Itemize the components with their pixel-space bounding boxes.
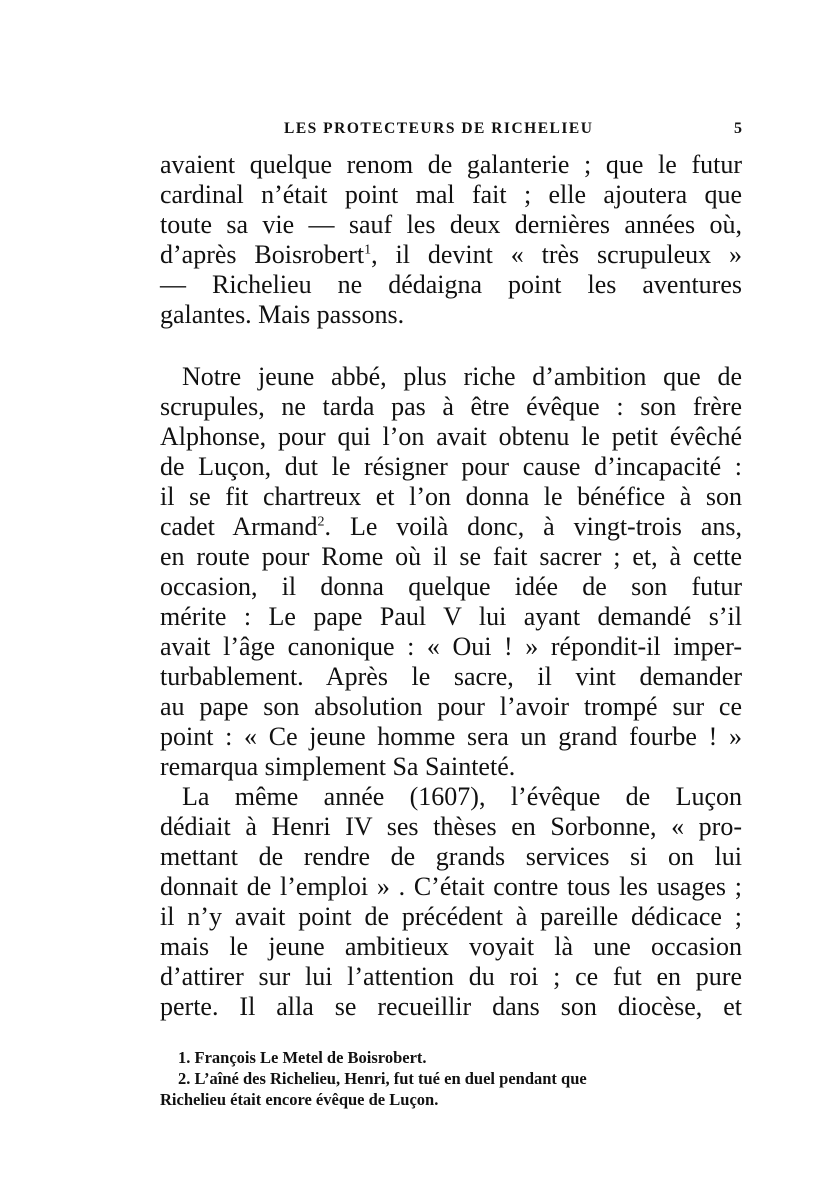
text-line: avaient quelque renom de galanterie ; que le futur bbox=[160, 150, 742, 179]
text-line: turbablement. Après le sacre, il vint demander bbox=[160, 662, 742, 691]
footnote-ref-2: 2 bbox=[317, 514, 325, 530]
footnote-number: 2. bbox=[178, 1069, 191, 1088]
footnote-1 bbox=[160, 1047, 742, 1068]
text-line: mais le jeune ambitieux voyait là une occasion bbox=[160, 932, 742, 961]
text-line: donnait de l’emploi » . C’était contre tous les usages ; bbox=[160, 872, 742, 901]
text-line: en route pour Rome où il se fait sacrer ; et, à cette bbox=[160, 542, 742, 571]
text-line: galantes. Mais passons. bbox=[160, 300, 405, 329]
text-line: perte. Il alla se recueillir dans son diocèse, et bbox=[160, 992, 742, 1021]
text-line: occasion, il donna quelque idée de son futur bbox=[160, 572, 742, 601]
running-header bbox=[160, 120, 742, 142]
text-line: avait l’âge canonique : « Oui ! » répondit-il imper- bbox=[160, 632, 742, 661]
text-line: au pape son absolution pour l’avoir trompé sur ce bbox=[160, 692, 742, 721]
text-line: Alphonse, pour qui l’on avait obtenu le petit évêché bbox=[160, 422, 742, 451]
footnote-2 bbox=[160, 1068, 742, 1089]
text-line: de Luçon, dut le résigner pour cause d’incapacité : bbox=[160, 452, 742, 481]
footnote-ref-1: 1 bbox=[364, 242, 372, 258]
text-line: scrupules, ne tarda pas à être évêque : son frère bbox=[160, 392, 742, 421]
text-line bbox=[160, 512, 742, 542]
footnote-number: 1. bbox=[178, 1048, 191, 1067]
text-line: mettant de rendre de grands services si on lui bbox=[160, 842, 742, 871]
text-line: — Richelieu ne dédaigna point les aventures bbox=[160, 270, 742, 299]
paragraph-2 bbox=[160, 362, 742, 782]
text-line: il se fit chartreux et l’on donna le bénéfice à son bbox=[160, 482, 742, 511]
text-line: dédiait à Henri IV ses thèses en Sorbonne, « pro- bbox=[160, 812, 742, 841]
text-line: point : « Ce jeune homme sera un grand fourbe ! » bbox=[160, 722, 742, 751]
page-number: 5 bbox=[734, 120, 742, 137]
footnote-text: François Le Metel de Boisrobert. bbox=[194, 1048, 427, 1067]
text-line: d’attirer sur lui l’attention du roi ; ce fut en pure bbox=[160, 962, 742, 991]
running-title: LES PROTECTEURS DE RICHELIEU bbox=[284, 120, 594, 137]
text-line: mérite : Le pape Paul V lui ayant demandé s’il bbox=[160, 602, 742, 631]
text-line-part: d’après Boisrobert bbox=[160, 240, 365, 269]
text-line: Notre jeune abbé, plus riche d’ambition que de bbox=[182, 362, 742, 391]
footnote-text: L’aîné des Richelieu, Henri, fut tué en duel pendant que bbox=[194, 1069, 587, 1088]
text-line-part: . Le voilà donc, à vingt-trois ans, bbox=[324, 512, 742, 541]
text-line-part: , il devint « très scrupuleux » bbox=[371, 240, 743, 269]
text-line: remarqua simplement Sa Sainteté. bbox=[160, 752, 516, 781]
text-line: cardinal n’était point mal fait ; elle ajoutera que bbox=[160, 180, 742, 209]
paragraph-1 bbox=[160, 150, 742, 330]
main-text bbox=[160, 150, 742, 1022]
text-line bbox=[160, 240, 742, 270]
paragraph-3 bbox=[160, 782, 742, 1022]
text-line: toute sa vie — sauf les deux dernières années où, bbox=[160, 210, 742, 239]
text-line: La même année (1607), l’évêque de Luçon bbox=[182, 782, 742, 811]
footnote-2-continuation: Richelieu était encore évêque de Luçon. bbox=[160, 1090, 439, 1109]
text-line-part: cadet Armand bbox=[160, 512, 318, 541]
footnotes bbox=[160, 1047, 742, 1110]
text-line: il n’y avait point de précédent à pareille dédicace ; bbox=[160, 902, 742, 931]
paragraph-break bbox=[160, 330, 742, 362]
